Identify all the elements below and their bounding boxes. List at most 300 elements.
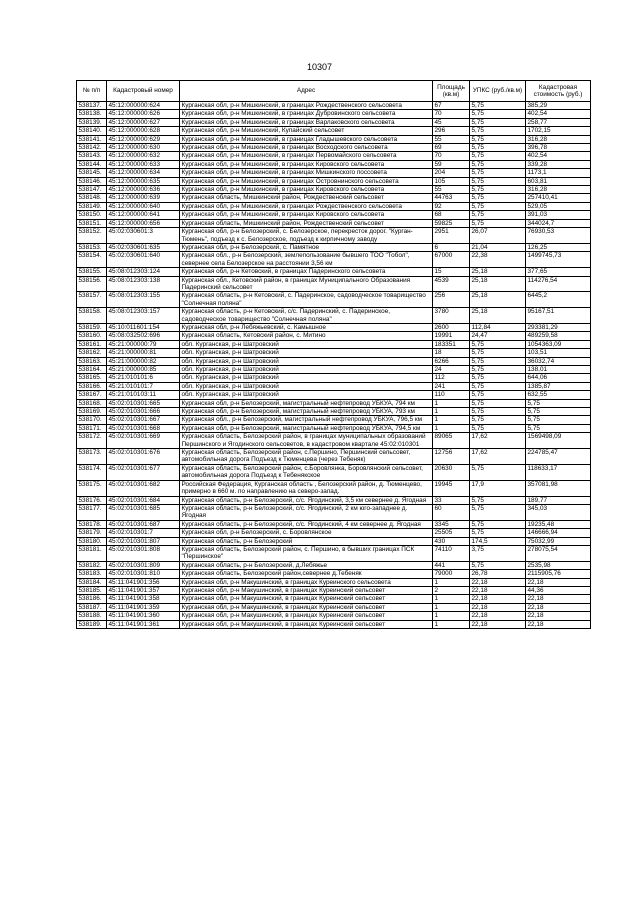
row-number: 538166. — [77, 382, 107, 390]
cadastral-number: 45:12:000000:639 — [107, 194, 180, 202]
column-header-address: Адрес — [180, 81, 433, 102]
address: Курганская область, Белозерский район, с. Першино, в бывших границах ПСК "Першинское" — [180, 545, 433, 561]
upks: 5,75 — [470, 110, 526, 118]
row-number: 538143. — [77, 152, 107, 160]
row-number: 538152. — [77, 228, 107, 244]
area: 430 — [433, 537, 470, 545]
table-row — [77, 268, 591, 276]
area: 59825 — [433, 219, 470, 227]
cadastral-value: 1569498,09 — [526, 433, 591, 449]
cadastral-number: 45:08:012303:155 — [107, 292, 180, 308]
cadastral-value: 316,28 — [526, 135, 591, 143]
upks: 5,75 — [470, 211, 526, 219]
address: Курганская область, Мишкинский район, Рождественский сельсовет — [180, 219, 433, 227]
row-number: 538156. — [77, 276, 107, 292]
address: Курганская обл, р-н Макушинский, в границах Куреинский сельсовет — [180, 603, 433, 611]
area: 44763 — [433, 194, 470, 202]
row-number: 538151. — [77, 219, 107, 227]
address: Курганская обл, р-н Кетовский, в границах Падеринского сельсовета — [180, 268, 433, 276]
cadastral-number: 45:10:011601:154 — [107, 323, 180, 331]
cadastral-number: 45:12:000000:633 — [107, 160, 180, 168]
row-number: 538140. — [77, 127, 107, 135]
cadastral-number: 45:02:010301:809 — [107, 561, 180, 569]
area: 19945 — [433, 480, 470, 496]
cadastral-number: 45:12:000000:634 — [107, 169, 180, 177]
table-row — [77, 292, 591, 308]
upks: 25,18 — [470, 268, 526, 276]
cadastral-number: 45:11:041901:359 — [107, 603, 180, 611]
cadastral-value: 344024,7 — [526, 219, 591, 227]
cadastral-value: 377,65 — [526, 268, 591, 276]
table-row — [77, 612, 591, 620]
table-row — [77, 408, 591, 416]
table-row — [77, 228, 591, 244]
area: 1 — [433, 612, 470, 620]
cadastral-value: 75032,99 — [526, 537, 591, 545]
table-row — [77, 603, 591, 611]
upks: 5,75 — [470, 152, 526, 160]
row-number: 538146. — [77, 177, 107, 185]
area: 1 — [433, 595, 470, 603]
cadastral-number: 45:02:010301:687 — [107, 520, 180, 528]
table-row — [77, 349, 591, 357]
upks: 112,84 — [470, 323, 526, 331]
upks: 5,75 — [470, 118, 526, 126]
row-number: 538159. — [77, 323, 107, 331]
address: обл. Курганская, р-н Шатровский — [180, 382, 433, 390]
upks: 24,47 — [470, 332, 526, 340]
cadastral-value: 1054363,09 — [526, 340, 591, 348]
area: 45 — [433, 118, 470, 126]
upks: 5,75 — [470, 219, 526, 227]
cadastral-value: 126,25 — [526, 243, 591, 251]
upks: 17,9 — [470, 480, 526, 496]
row-number: 538149. — [77, 202, 107, 210]
table-row — [77, 570, 591, 578]
address: Курганская обл, р-н Мишкинский, в границах Дубровинского сельсовета — [180, 110, 433, 118]
upks: 22,18 — [470, 578, 526, 586]
cadastral-value: 95167,51 — [526, 308, 591, 324]
row-number: 538176. — [77, 496, 107, 504]
row-number: 538171. — [77, 424, 107, 432]
cadastral-value: 2535,98 — [526, 561, 591, 569]
area: 55 — [433, 186, 470, 194]
address: Курганская обл, р-н Макушинский, в границах Куреинский сельсовет — [180, 620, 433, 628]
address: Курганская обл, р-н Мишкинский, в границах Рождественского сельсовета — [180, 202, 433, 210]
upks: 5,75 — [470, 399, 526, 407]
table-row — [77, 424, 591, 432]
cadastral-value: 6445,2 — [526, 292, 591, 308]
table-row — [77, 202, 591, 210]
row-number: 538184. — [77, 578, 107, 586]
cadastral-value: 603,81 — [526, 177, 591, 185]
row-number: 538141. — [77, 135, 107, 143]
area: 67 — [433, 102, 470, 110]
upks: 26,07 — [470, 228, 526, 244]
cadastral-number: 45:08:012303:124 — [107, 268, 180, 276]
table-row — [77, 118, 591, 126]
upks: 5,75 — [470, 366, 526, 374]
table-row — [77, 529, 591, 537]
row-number: 538185. — [77, 586, 107, 594]
area: 60 — [433, 504, 470, 520]
cadastral-value: 258,77 — [526, 118, 591, 126]
page-number: 10307 — [306, 62, 333, 72]
cadastral-number: 45:02:010301:808 — [107, 545, 180, 561]
address: Курганская обл, р-н Макушинский, в границах Куреинского сельсовета — [180, 578, 433, 586]
area: 2 — [433, 586, 470, 594]
cadastral-value: 396,78 — [526, 144, 591, 152]
address: Курганская обл., р-н Белозерский, землепользование бывшего ТОО "Тобол", севернее села Белозерское на расстоянии 3,56 км — [180, 252, 433, 268]
cadastral-value: 316,28 — [526, 186, 591, 194]
cadastral-value: 529,05 — [526, 202, 591, 210]
upks: 22,18 — [470, 620, 526, 628]
upks: 5,75 — [470, 102, 526, 110]
area: 256 — [433, 292, 470, 308]
area: 1 — [433, 603, 470, 611]
area: 2600 — [433, 323, 470, 331]
address: Курганская обл, р-н Мишкинский, в границах Кировского сельсовета — [180, 160, 433, 168]
cadastral-number: 45:12:000000:627 — [107, 118, 180, 126]
cadastral-number: 45:21:000000:79 — [107, 340, 180, 348]
cadastral-number: 45:08:032502:696 — [107, 332, 180, 340]
cadastral-number: 45:02:010301:676 — [107, 449, 180, 465]
table-row — [77, 504, 591, 520]
row-number: 538153. — [77, 243, 107, 251]
row-number: 538147. — [77, 186, 107, 194]
cadastral-value: 5,75 — [526, 424, 591, 432]
cadastral-value: 44,36 — [526, 586, 591, 594]
row-number: 538138. — [77, 110, 107, 118]
cadastral-value: 22,18 — [526, 595, 591, 603]
upks: 25,18 — [470, 276, 526, 292]
cadastral-number: 45:02:010301:810 — [107, 570, 180, 578]
row-number: 538186. — [77, 595, 107, 603]
table-row — [77, 520, 591, 528]
address: обл. Курганская, р-н Шатровский — [180, 340, 433, 348]
table-row — [77, 366, 591, 374]
address: Курганская обл, р-н Мишкинский, в границах Рождественского сельсовета — [180, 102, 433, 110]
address: Курганская обл, р-н Белозерский, магистральный нефтепровод УБКУА, 793 км — [180, 408, 433, 416]
table-row — [77, 416, 591, 424]
upks: 5,75 — [470, 135, 526, 143]
address: Курганская область, р-н Белозерский, с/с. Ягодинский, 4 км севернее д. Ягодная — [180, 520, 433, 528]
address: Курганская область, Белозерский район, с.Боровлянка, Боровлянский сельсовет, автомобильная дорога Подъезд к Тебенякское — [180, 464, 433, 480]
cadastral-number: 45:02:010301:7 — [107, 529, 180, 537]
upks: 25,18 — [470, 308, 526, 324]
address: Курганская обл., Кетовский район, в границах Муниципального Образования Падеринский сельсовет — [180, 276, 433, 292]
cadastral-value: 402,54 — [526, 110, 591, 118]
upks: 5,75 — [470, 504, 526, 520]
address: Курганская обл, р-н Лебяжьевский, с. Камышное — [180, 323, 433, 331]
cadastral-number: 45:12:000000:641 — [107, 211, 180, 219]
column-header-area: Площадь (кв.м) — [433, 81, 470, 102]
row-number: 538145. — [77, 169, 107, 177]
upks: 5,75 — [470, 202, 526, 210]
area: 92 — [433, 202, 470, 210]
cadastral-number: 45:21:010101:6 — [107, 374, 180, 382]
upks: 5,75 — [470, 374, 526, 382]
row-number: 538148. — [77, 194, 107, 202]
area: 70 — [433, 152, 470, 160]
table-row — [77, 357, 591, 365]
cadastral-value: 22,18 — [526, 578, 591, 586]
area: 4539 — [433, 276, 470, 292]
cadastral-number: 45:21:010101:7 — [107, 382, 180, 390]
cadastral-value: 36032,74 — [526, 357, 591, 365]
cadastral-value: 189,77 — [526, 496, 591, 504]
table-row — [77, 374, 591, 382]
row-number: 538167. — [77, 391, 107, 399]
table-row — [77, 177, 591, 185]
row-number: 538137. — [77, 102, 107, 110]
address: Курганская область, р-н Белозерский, с/с. Ягодинский, 2 км юго-западнее д. Ягодная — [180, 504, 433, 520]
table-row — [77, 160, 591, 168]
table-row — [77, 308, 591, 324]
upks: 5,75 — [470, 382, 526, 390]
upks: 25,18 — [470, 292, 526, 308]
cadastral-number: 45:02:030601:3 — [107, 228, 180, 244]
address: Курганская обл, р-н Мишкинский, в границах Гладышевского сельсовета — [180, 135, 433, 143]
address: обл. Курганская, р-н Шатровский — [180, 374, 433, 382]
area: 1 — [433, 424, 470, 432]
row-number: 538161. — [77, 340, 107, 348]
address: Курганская обл, р-н Белозерский, магистральный нефтепровод УБКУА, 794 км — [180, 399, 433, 407]
cadastral-value: 385,29 — [526, 102, 591, 110]
cadastral-number: 45:08:012303:157 — [107, 308, 180, 324]
address: Курганская область, р-н Белозерский — [180, 537, 433, 545]
cadastral-value: 391,03 — [526, 211, 591, 219]
area: 241 — [433, 382, 470, 390]
cadastral-number: 45:12:000000:630 — [107, 144, 180, 152]
area: 1 — [433, 578, 470, 586]
area: 296 — [433, 127, 470, 135]
upks: 5,75 — [470, 160, 526, 168]
table-header-row — [77, 81, 591, 102]
table-row — [77, 152, 591, 160]
upks: 5,75 — [470, 144, 526, 152]
area: 441 — [433, 561, 470, 569]
table-row — [77, 276, 591, 292]
table-row — [77, 194, 591, 202]
address: Курганская обл, р-н Макушинский, в границах Куреинский сельсовет — [180, 595, 433, 603]
cadastral-number: 45:12:000000:632 — [107, 152, 180, 160]
row-number: 538155. — [77, 268, 107, 276]
table-row — [77, 561, 591, 569]
address: Курганская обл, р-н Мишкинский, в границах Варлаковского сельсовета — [180, 118, 433, 126]
cadastral-value: 293381,29 — [526, 323, 591, 331]
row-number: 538182. — [77, 561, 107, 569]
row-number: 538183. — [77, 570, 107, 578]
area: 74110 — [433, 545, 470, 561]
address: Курганская обл, р-н Мишкинский, в границах Кировского сельсовета — [180, 211, 433, 219]
cadastral-value: 1499745,73 — [526, 252, 591, 268]
address: Курганская область, р-н Белозерский, д.Лебяжье — [180, 561, 433, 569]
upks: 5,75 — [470, 340, 526, 348]
area: 69 — [433, 144, 470, 152]
cadastral-value: 345,03 — [526, 504, 591, 520]
row-number: 538179. — [77, 529, 107, 537]
cadastral-number: 45:02:010301:668 — [107, 424, 180, 432]
address: Курганская область, р-н Белозерский, с/с. Ягодинский, 3,5 км севернее д. Ягодная — [180, 496, 433, 504]
upks: 26,78 — [470, 570, 526, 578]
address: Курганская область, Белозерский район, в границах муниципальных образований Першинского и Ягодинского сельсоветов, в кадастровом квартале 45:02:010301 — [180, 433, 433, 449]
cadastral-value: 118633,17 — [526, 464, 591, 480]
row-number: 538175. — [77, 480, 107, 496]
area: 59 — [433, 160, 470, 168]
area: 24 — [433, 366, 470, 374]
area: 25505 — [433, 529, 470, 537]
cadastral-value: 5,75 — [526, 399, 591, 407]
table-row — [77, 433, 591, 449]
address: Курганская обл, р-н Белозерский, с. Боровлянское — [180, 529, 433, 537]
cadastral-value: 76930,53 — [526, 228, 591, 244]
address: Курганская обл., р-н Белозерский, магистральный нефтепровод УБКУА, 796,5 км — [180, 416, 433, 424]
table-row — [77, 464, 591, 480]
cadastral-number: 45:02:010301:807 — [107, 537, 180, 545]
cadastral-number: 45:02:010301:684 — [107, 496, 180, 504]
upks: 174,5 — [470, 537, 526, 545]
table-row — [77, 110, 591, 118]
upks: 5,75 — [470, 416, 526, 424]
address: обл. Курганская, р-н Шатровский — [180, 391, 433, 399]
cadastral-number: 45:11:041901:357 — [107, 586, 180, 594]
row-number: 538170. — [77, 416, 107, 424]
cadastral-value: 1385,87 — [526, 382, 591, 390]
table-row — [77, 186, 591, 194]
area: 18 — [433, 349, 470, 357]
table-row — [77, 382, 591, 390]
cadastral-number: 45:11:041901:356 — [107, 578, 180, 586]
cadastral-number: 45:08:012303:138 — [107, 276, 180, 292]
upks: 5,75 — [470, 520, 526, 528]
table-row — [77, 135, 591, 143]
table-row — [77, 169, 591, 177]
cadastral-number: 45:12:000000:635 — [107, 177, 180, 185]
table-row — [77, 252, 591, 268]
area: 12756 — [433, 449, 470, 465]
table-row — [77, 449, 591, 465]
area: 19991 — [433, 332, 470, 340]
upks: 5,75 — [470, 529, 526, 537]
cadastral-number: 45:12:000000:636 — [107, 186, 180, 194]
upks: 5,75 — [470, 408, 526, 416]
table-row — [77, 332, 591, 340]
table-row — [77, 578, 591, 586]
address: Курганская обл, р-н Мишкинский, в границах Восходского сельсовета — [180, 144, 433, 152]
table-row — [77, 211, 591, 219]
address: Курганская обл, р-н Мишкинский, в границах Островнинского сельсовета — [180, 177, 433, 185]
cadastral-number: 45:02:010301:665 — [107, 399, 180, 407]
cadastral-value: 19235,48 — [526, 520, 591, 528]
upks: 17,62 — [470, 433, 526, 449]
table-row — [77, 586, 591, 594]
area: 67000 — [433, 252, 470, 268]
row-number: 538150. — [77, 211, 107, 219]
cadastral-number: 45:12:000000:640 — [107, 202, 180, 210]
cadastral-value: 22,18 — [526, 612, 591, 620]
upks: 22,18 — [470, 595, 526, 603]
table-row — [77, 595, 591, 603]
cadastral-number: 45:11:041901:361 — [107, 620, 180, 628]
table-row — [77, 480, 591, 496]
cadastral-value: 5,75 — [526, 408, 591, 416]
row-number: 538177. — [77, 504, 107, 520]
table-row — [77, 537, 591, 545]
address: обл. Курганская, р-н Шатровский — [180, 349, 433, 357]
upks: 5,75 — [470, 424, 526, 432]
table-row — [77, 127, 591, 135]
cadastral-number: 45:02:010301:666 — [107, 408, 180, 416]
cadastral-value: 146666,94 — [526, 529, 591, 537]
row-number: 538158. — [77, 308, 107, 324]
cadastral-value: 224785,47 — [526, 449, 591, 465]
upks: 5,75 — [470, 464, 526, 480]
cadastral-number: 45:21:010103:11 — [107, 391, 180, 399]
upks: 5,75 — [470, 561, 526, 569]
area: 183351 — [433, 340, 470, 348]
table-row — [77, 545, 591, 561]
cadastral-value: 339,28 — [526, 160, 591, 168]
address: Курганская обл, р-н Белозерский, магистральный нефтепровод УБКУА, 794,5 км — [180, 424, 433, 432]
upks: 5,75 — [470, 127, 526, 135]
row-number: 538144. — [77, 160, 107, 168]
area: 1 — [433, 408, 470, 416]
area: 105 — [433, 177, 470, 185]
table-row — [77, 399, 591, 407]
cadastral-value: 103,51 — [526, 349, 591, 357]
row-number: 538169. — [77, 408, 107, 416]
table-row — [77, 496, 591, 504]
cadastral-value: 5,75 — [526, 416, 591, 424]
upks: 3,75 — [470, 545, 526, 561]
row-number: 538164. — [77, 366, 107, 374]
column-header-cadastral-value: Кадастровая стоимость (руб.) — [526, 81, 591, 102]
address: Курганская область, Мишкинский район, Рождественский сельсовет — [180, 194, 433, 202]
area: 3345 — [433, 520, 470, 528]
upks: 17,62 — [470, 449, 526, 465]
row-number: 538160. — [77, 332, 107, 340]
address: Курганская обл, р-н Мишкинский, в границах Мишкинского поссовета — [180, 169, 433, 177]
cadastral-number: 45:12:000000:656 — [107, 219, 180, 227]
cadastral-value: 2115905,76 — [526, 570, 591, 578]
address: Курганская область, Кетовский район, с. Митино — [180, 332, 433, 340]
cadastral-value: 257410,41 — [526, 194, 591, 202]
address: Российская Федерация, Курганская область , Белозерский район, д. Тюменцево, примерно в 660 м. по направлению на северо-запад. — [180, 480, 433, 496]
cadastral-value: 114276,54 — [526, 276, 591, 292]
cadastral-value: 489259,58 — [526, 332, 591, 340]
row-number: 538163. — [77, 357, 107, 365]
address: Курганская обл, р-н Макушинский, в границах Куреинский сельсовет — [180, 586, 433, 594]
upks: 21,04 — [470, 243, 526, 251]
address: Курганская область, р-н Кетовский, с/с. Падеринский, с. Падеринское, садоводческое товарищество "Солнечная поляна" — [180, 308, 433, 324]
row-number: 538142. — [77, 144, 107, 152]
cadastral-value: 1702,15 — [526, 127, 591, 135]
table-row — [77, 391, 591, 399]
table-row — [77, 340, 591, 348]
upks: 22,18 — [470, 586, 526, 594]
row-number: 538180. — [77, 537, 107, 545]
area: 15 — [433, 268, 470, 276]
cadastral-number: 45:21:000000:81 — [107, 349, 180, 357]
address: обл. Курганская, р-н Шатровский — [180, 357, 433, 365]
table-row — [77, 102, 591, 110]
address: Курганская обл, р-н Белозерский, с. Памятное — [180, 243, 433, 251]
row-number: 538178. — [77, 520, 107, 528]
area: 1 — [433, 399, 470, 407]
cadastral-value: 22,18 — [526, 603, 591, 611]
upks: 5,75 — [470, 349, 526, 357]
